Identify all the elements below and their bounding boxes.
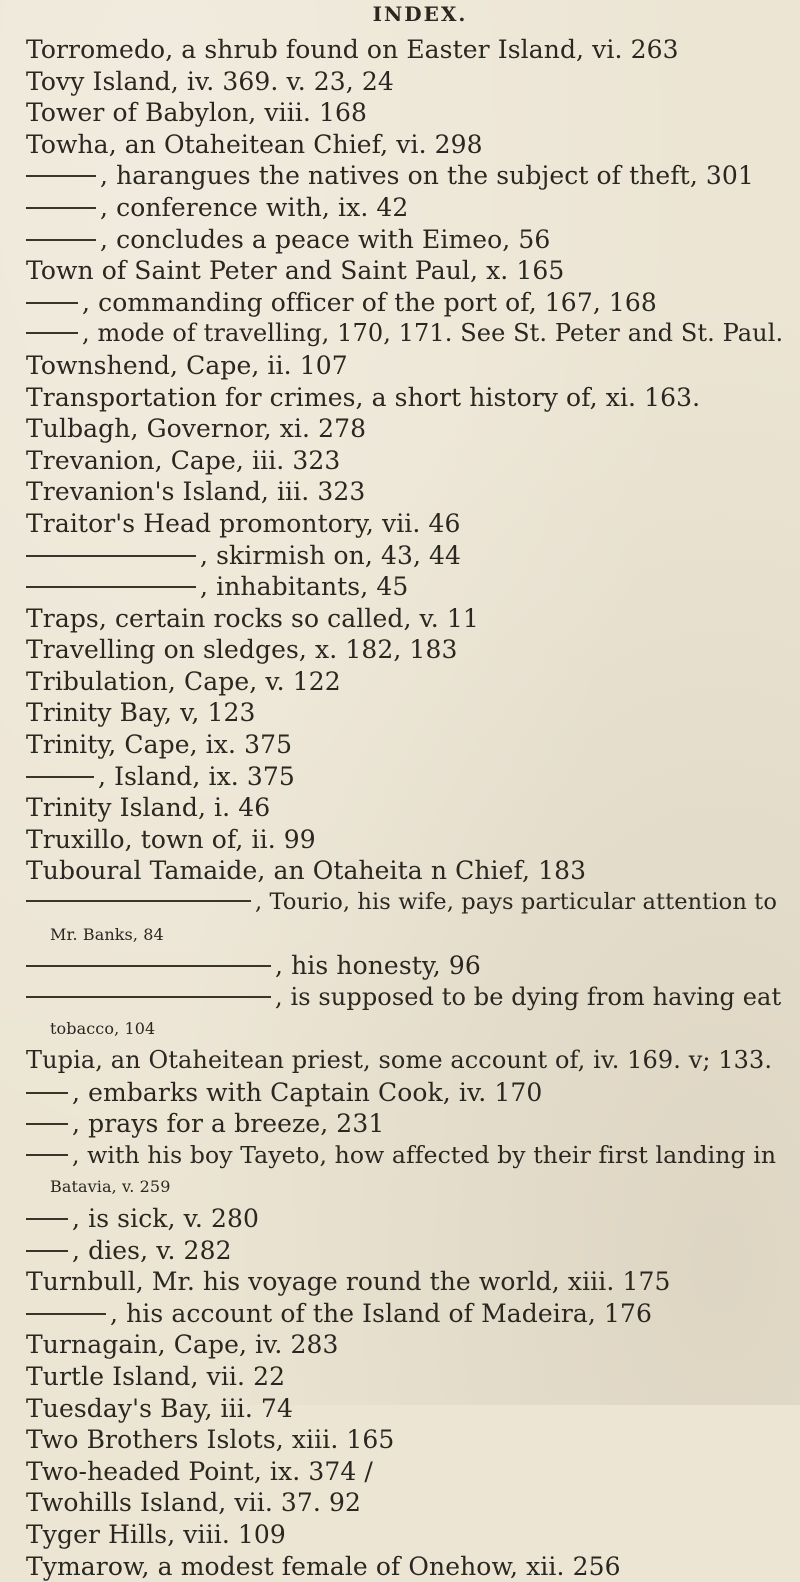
- entry-text: , commanding officer of the port of, 167, 168: [82, 288, 657, 317]
- entry-text: Tyger Hills, viii. 109: [26, 1520, 286, 1549]
- ditto-dash: [26, 776, 94, 778]
- ditto-dash: [26, 996, 271, 998]
- index-subentry: [26, 318, 786, 350]
- index-entry: [26, 255, 786, 287]
- ditto-dash: [26, 1154, 68, 1156]
- entry-text: Tulbagh, Governor, xi. 278: [26, 414, 366, 443]
- entry-text: , his honesty, 96: [275, 951, 481, 980]
- index-entry: [26, 729, 786, 761]
- entry-text: Townshend, Cape, ii. 107: [26, 351, 348, 380]
- entry-text: , his account of the Island of Madeira, 176: [110, 1299, 652, 1328]
- entry-text: Tribulation, Cape, v. 122: [26, 667, 341, 696]
- entry-text: Trevanion's Island, iii. 323: [26, 477, 365, 506]
- entry-text: Tuboural Tamaide, an Otaheita n Chief, 183: [26, 856, 586, 885]
- index-subentry: [26, 982, 786, 1014]
- entry-text: Tuesday's Bay, iii. 74: [26, 1394, 293, 1423]
- entry-text: Towha, an Otaheitean Chief, vi. 298: [26, 130, 483, 159]
- ditto-dash: [26, 207, 96, 209]
- index-subentry: [26, 1077, 786, 1109]
- ditto-dash: [26, 332, 78, 334]
- entry-text: , mode of travelling, 170, 171. See St. Peter and St. Paul.: [82, 319, 783, 347]
- index-entry: [26, 1487, 786, 1519]
- entry-text: Traitor's Head promontory, vii. 46: [26, 509, 461, 538]
- entry-text: Tower of Babylon, viii. 168: [26, 98, 367, 127]
- index-entry: [26, 824, 786, 856]
- ditto-dash: [26, 302, 78, 304]
- index-subentry: [26, 160, 786, 192]
- index-subentry: [26, 571, 786, 603]
- index-entry: [26, 97, 786, 129]
- index-entry: [26, 1013, 786, 1045]
- entry-text: Turnagain, Cape, iv. 283: [26, 1330, 339, 1359]
- index-entry: [26, 129, 786, 161]
- index-entry: [26, 603, 786, 635]
- entry-text: , is supposed to be dying from having eat: [275, 983, 781, 1011]
- ditto-dash: [26, 1218, 68, 1220]
- index-subentry: [26, 1203, 786, 1235]
- index-subentry: [26, 887, 786, 919]
- index-subentry: [26, 1108, 786, 1140]
- index-subentry: [26, 192, 786, 224]
- index-entry: [26, 1424, 786, 1456]
- index-entry: [26, 697, 786, 729]
- entry-text: , embarks with Captain Cook, iv. 170: [72, 1078, 542, 1107]
- entry-text: , Tourio, his wife, pays particular attention to: [255, 889, 777, 915]
- index-entry: [26, 1456, 786, 1488]
- index-subentry: [26, 1140, 786, 1172]
- entry-text: Tupia, an Otaheitean priest, some account of, iv. 169. v; 133.: [26, 1046, 772, 1074]
- index-subentry: [26, 1235, 786, 1267]
- ditto-dash: [26, 239, 96, 241]
- index-entries: [26, 34, 786, 1582]
- entry-text: Torromedo, a shrub found on Easter Island, vi. 263: [26, 35, 679, 64]
- ditto-dash: [26, 175, 96, 177]
- entry-text: Mr. Banks, 84: [50, 925, 164, 944]
- index-entry: [26, 1171, 786, 1203]
- entry-text: Batavia, v. 259: [50, 1177, 170, 1196]
- entry-text: Trinity, Cape, ix. 375: [26, 730, 292, 759]
- entry-text: Tovy Island, iv. 369. v. 23, 24: [26, 67, 394, 96]
- page-header: INDEX.: [0, 2, 800, 26]
- index-subentry: [26, 287, 786, 319]
- index-entry: [26, 1551, 786, 1582]
- index-entry: [26, 413, 786, 445]
- index-entry: [26, 792, 786, 824]
- entry-text: Turtle Island, vii. 22: [26, 1362, 285, 1391]
- entry-text: Twohills Island, vii. 37. 92: [26, 1488, 361, 1517]
- entry-text: , prays for a breeze, 231: [72, 1109, 384, 1138]
- ditto-dash: [26, 1313, 106, 1315]
- entry-text: , harangues the natives on the subject of theft, 301: [100, 161, 754, 190]
- index-entry: [26, 1045, 786, 1077]
- entry-text: Transportation for crimes, a short history of, xi. 163.: [26, 383, 700, 412]
- entry-text: , skirmish on, 43, 44: [200, 541, 461, 570]
- index-entry: [26, 1519, 786, 1551]
- entry-text: Trinity Bay, v, 123: [26, 698, 255, 727]
- entry-text: , Island, ix. 375: [98, 762, 295, 791]
- ditto-dash: [26, 1250, 68, 1252]
- ditto-dash: [26, 1123, 68, 1125]
- entry-text: tobacco, 104: [50, 1019, 155, 1038]
- index-entry: [26, 476, 786, 508]
- entry-text: Travelling on sledges, x. 182, 183: [26, 635, 457, 664]
- entry-text: Trevanion, Cape, iii. 323: [26, 446, 340, 475]
- entry-text: Trinity Island, i. 46: [26, 793, 270, 822]
- index-entry: [26, 919, 786, 951]
- index-entry: [26, 508, 786, 540]
- index-entry: [26, 1266, 786, 1298]
- index-subentry: [26, 224, 786, 256]
- ditto-dash: [26, 900, 251, 902]
- entry-text: , concludes a peace with Eimeo, 56: [100, 225, 550, 254]
- index-entry: [26, 855, 786, 887]
- index-entry: [26, 1329, 786, 1361]
- index-entry: [26, 666, 786, 698]
- ditto-dash: [26, 586, 196, 588]
- entry-text: Two-headed Point, ix. 374 /: [26, 1457, 373, 1486]
- entry-text: , inhabitants, 45: [200, 572, 408, 601]
- entry-text: , dies, v. 282: [72, 1236, 232, 1265]
- ditto-dash: [26, 555, 196, 557]
- entry-text: , is sick, v. 280: [72, 1204, 259, 1233]
- index-subentry: [26, 540, 786, 572]
- entry-text: Traps, certain rocks so called, v. 11: [26, 604, 479, 633]
- index-subentry: [26, 761, 786, 793]
- index-subentry: [26, 950, 786, 982]
- index-entry: [26, 1361, 786, 1393]
- index-entry: [26, 66, 786, 98]
- index-entry: [26, 350, 786, 382]
- index-entry: [26, 1393, 786, 1425]
- ditto-dash: [26, 965, 271, 967]
- index-subentry: [26, 1298, 786, 1330]
- entry-text: Truxillo, town of, ii. 99: [26, 825, 316, 854]
- index-entry: [26, 382, 786, 414]
- entry-text: Two Brothers Islots, xiii. 165: [26, 1425, 394, 1454]
- index-entry: [26, 34, 786, 66]
- index-entry: [26, 634, 786, 666]
- entry-text: Town of Saint Peter and Saint Paul, x. 165: [26, 256, 564, 285]
- ditto-dash: [26, 1092, 68, 1094]
- entry-text: , with his boy Tayeto, how affected by their first landing in: [72, 1141, 776, 1169]
- entry-text: Tymarow, a modest female of Onehow, xii. 256: [26, 1552, 621, 1581]
- entry-text: Turnbull, Mr. his voyage round the world, xiii. 175: [26, 1267, 670, 1296]
- entry-text: , conference with, ix. 42: [100, 193, 408, 222]
- index-entry: [26, 445, 786, 477]
